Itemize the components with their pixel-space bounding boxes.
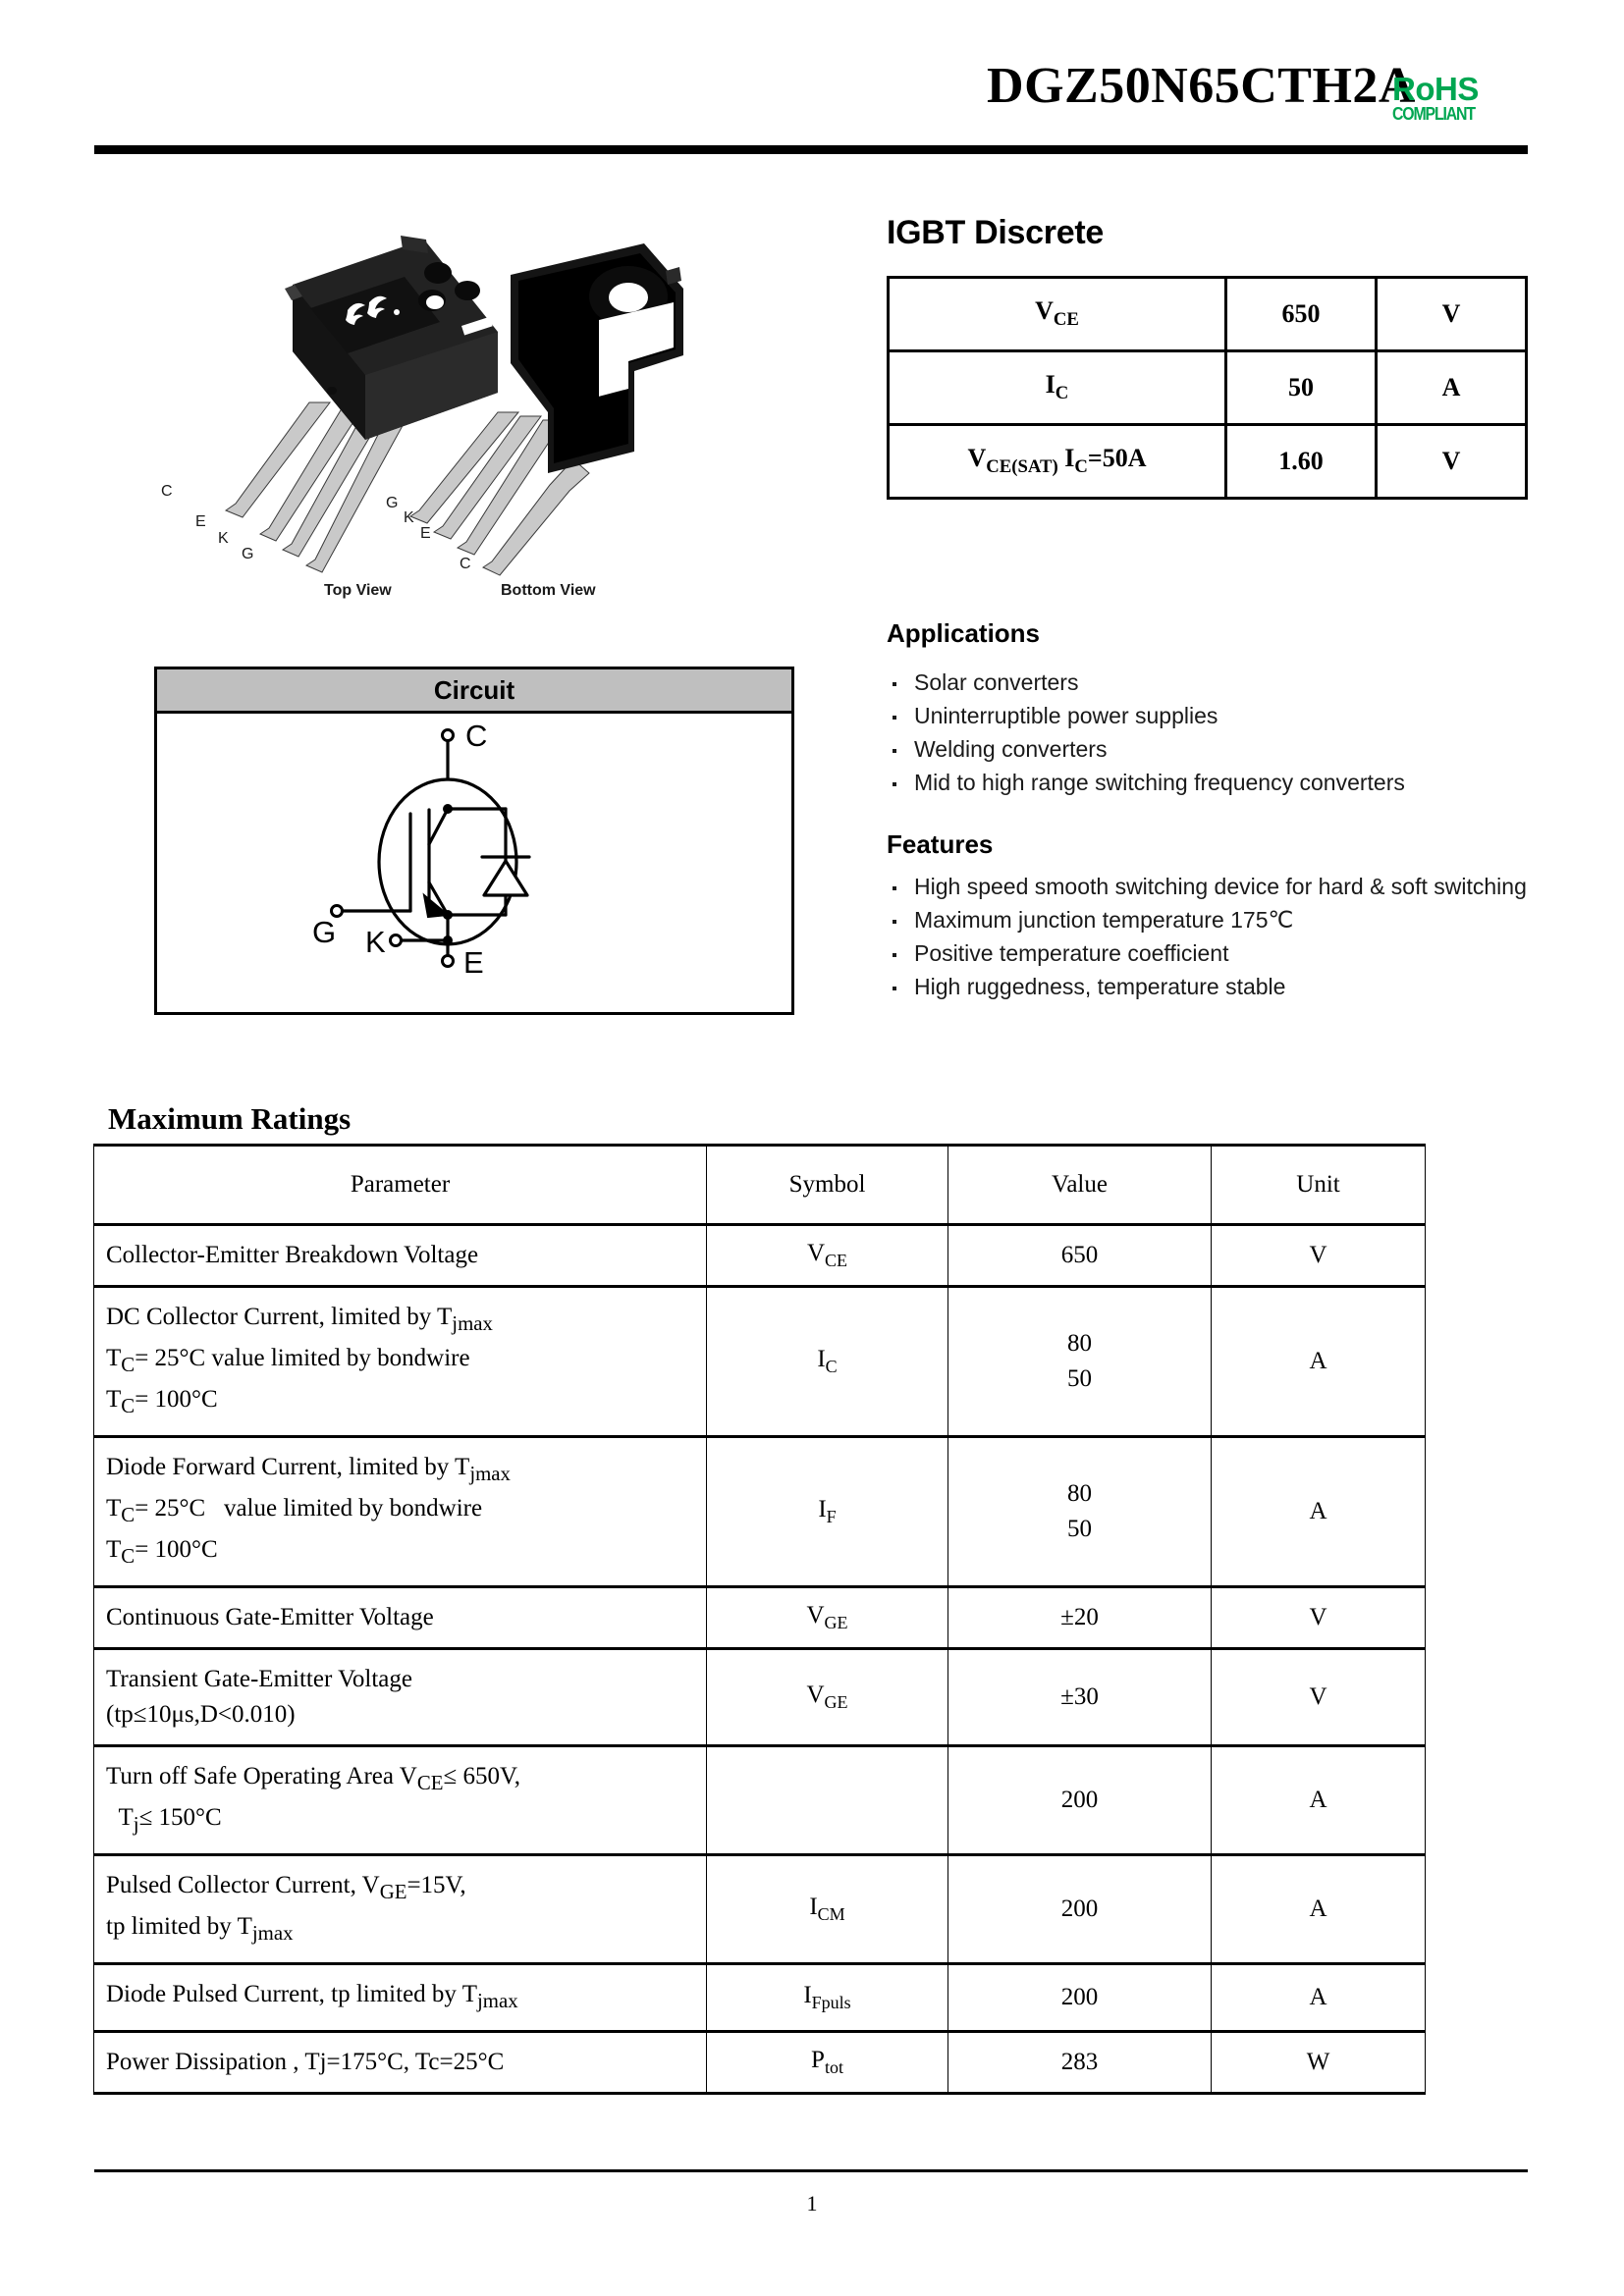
rohs-compliant-logo	[1392, 71, 1569, 125]
cell-symbol: $V_{CE}$	[707, 1225, 948, 1287]
list-item: Solar converters	[887, 666, 1554, 699]
top-view-pin-e: E	[195, 513, 206, 530]
cell-parameter: Diode Pulsed Current, tp limited by $T_{jmax}$	[94, 1964, 707, 2032]
circuit-label-gate: G	[312, 915, 337, 949]
part-number-title: DGZ50N65CTH2A	[987, 58, 1416, 114]
circuit-label-kelvin: K	[365, 925, 386, 959]
features-heading: Features	[887, 829, 994, 859]
spec-row-vce	[889, 278, 1527, 351]
bottom-view-pin-k: K	[404, 509, 414, 526]
spec-unit-vcesat: V	[1377, 425, 1527, 499]
spec-symbol-main: V	[967, 444, 987, 473]
list-item: Maximum junction temperature 175℃	[887, 903, 1554, 936]
applications-heading: Applications	[887, 618, 1041, 648]
cell-parameter: Diode Forward Current, limited by $T_{jmax}$ $T_C= 25^\circ C$ value limited by bondwire $T_C= 100^\circ C$	[94, 1437, 707, 1587]
cell-value: 200	[948, 1855, 1212, 1964]
table-row	[94, 1855, 1426, 1964]
table-row	[94, 2032, 1426, 2094]
column-header-unit: Unit	[1212, 1146, 1426, 1225]
table-row	[94, 1649, 1426, 1746]
column-header-value: Value	[948, 1146, 1212, 1225]
cell-value: 283	[948, 2032, 1212, 2094]
top-view-pin-g: G	[242, 546, 254, 562]
cell-symbol: $I_{CM}$	[707, 1855, 948, 1964]
spec-symbol-sub: CE(SAT)	[986, 456, 1058, 478]
cell-parameter: Pulsed Collector Current, $V_{GE}=15V$, tp limited by $T_{jmax}$	[94, 1855, 707, 1964]
circuit-panel-title: Circuit	[157, 669, 791, 714]
page-header	[0, 0, 1624, 172]
spec-symbol-main: V	[1035, 296, 1054, 326]
spec-symbol-vcesat	[889, 425, 1226, 499]
cell-unit: A	[1212, 1746, 1426, 1855]
cell-symbol: $P_{tot}$	[707, 2032, 948, 2094]
top-view-pin-c: C	[161, 483, 173, 500]
spec-symbol-extra: I	[1064, 444, 1075, 473]
table-row	[94, 1225, 1426, 1287]
circuit-label-collector: C	[465, 719, 488, 753]
maximum-ratings-heading: Maximum Ratings	[108, 1101, 352, 1136]
cell-unit: A	[1212, 1437, 1426, 1587]
cell-symbol	[707, 1746, 948, 1855]
cell-unit: W	[1212, 2032, 1426, 2094]
bottom-view-caption: Bottom View	[501, 582, 596, 599]
table-row	[94, 1587, 1426, 1649]
cell-unit: V	[1212, 1587, 1426, 1649]
page-number: 1	[806, 2191, 818, 2216]
bottom-view-pin-e: E	[420, 525, 431, 542]
header-divider	[94, 145, 1528, 154]
cell-symbol: $I_F$	[707, 1437, 948, 1587]
spec-value-vce: 650	[1226, 278, 1377, 351]
product-type-title: IGBT Discrete	[887, 214, 1104, 251]
package-outline-figure	[137, 226, 727, 618]
cell-symbol: $V_{GE}$	[707, 1649, 948, 1746]
maximum-ratings-body	[94, 1225, 1426, 2094]
applications-list	[887, 666, 1554, 799]
cell-value: 200	[948, 1964, 1212, 2032]
cell-parameter: Transient Gate-Emitter Voltage (tp≤10μs,D<0.010)	[94, 1649, 707, 1746]
cell-value: 80 50	[948, 1437, 1212, 1587]
spec-value-vcesat: 1.60	[1226, 425, 1377, 499]
circuit-diagram-panel	[154, 667, 794, 1015]
list-item: Uninterruptible power supplies	[887, 699, 1554, 732]
spec-row-vcesat	[889, 425, 1527, 499]
spec-unit-vce: V	[1377, 278, 1527, 351]
bottom-view-pin-c: C	[460, 556, 471, 572]
spec-unit-ic: A	[1377, 351, 1527, 425]
table-row	[94, 1437, 1426, 1587]
spec-symbol-extra-sub: C	[1074, 456, 1088, 478]
list-item: Positive temperature coefficient	[887, 936, 1554, 970]
spec-symbol-tail: =50A	[1087, 444, 1147, 473]
column-header-parameter: Parameter	[94, 1146, 707, 1225]
cell-parameter: DC Collector Current, limited by $T_{jmax}$ $T_C= 25^\circ C$ value limited by bondwire $T_C= 100^\circ C$	[94, 1287, 707, 1437]
table-row	[94, 1746, 1426, 1855]
cell-unit: V	[1212, 1225, 1426, 1287]
spec-symbol-vce	[889, 278, 1226, 351]
table-header-row	[94, 1146, 1426, 1225]
cell-value: ±20	[948, 1587, 1212, 1649]
spec-value-ic: 50	[1226, 351, 1377, 425]
cell-unit: A	[1212, 1964, 1426, 2032]
package-drawing-svg	[137, 226, 727, 618]
spec-symbol-sub: C	[1055, 383, 1069, 404]
list-item: High speed smooth switching device for hard & soft switching	[887, 870, 1554, 903]
spec-symbol-ic	[889, 351, 1226, 425]
key-specifications-table	[887, 276, 1528, 500]
list-item: Mid to high range switching frequency converters	[887, 766, 1554, 799]
cell-value: 80 50	[948, 1287, 1212, 1437]
spec-row-ic	[889, 351, 1527, 425]
bottom-view-pin-g: G	[386, 495, 399, 511]
list-item: Welding converters	[887, 732, 1554, 766]
cell-value: 650	[948, 1225, 1212, 1287]
cell-parameter: Turn off Safe Operating Area $V_{CE}\le 650V$, $T_j\le 150^\circ C$	[94, 1746, 707, 1855]
cell-value: 200	[948, 1746, 1212, 1855]
column-header-symbol: Symbol	[707, 1146, 948, 1225]
top-view-pin-k: K	[218, 530, 229, 547]
circuit-diagram-body	[157, 714, 791, 1015]
cell-unit: A	[1212, 1855, 1426, 1964]
table-row	[94, 1964, 1426, 2032]
cell-symbol: $I_{Fpuls}$	[707, 1964, 948, 2032]
list-item: High ruggedness, temperature stable	[887, 970, 1554, 1003]
top-view-caption: Top View	[324, 582, 392, 599]
maximum-ratings-table	[93, 1144, 1426, 2095]
cell-symbol: $V_{GE}$	[707, 1587, 948, 1649]
circuit-label-emitter: E	[463, 945, 484, 980]
cell-unit: V	[1212, 1649, 1426, 1746]
cell-parameter: Power Dissipation , Tj=175°C, Tc=25°C	[94, 2032, 707, 2094]
cell-parameter: Continuous Gate-Emitter Voltage	[94, 1587, 707, 1649]
footer-divider	[94, 2169, 1528, 2172]
cell-symbol: $I_C$	[707, 1287, 948, 1437]
spec-symbol-sub: CE	[1053, 309, 1079, 331]
cell-unit: A	[1212, 1287, 1426, 1437]
cell-value: ±30	[948, 1649, 1212, 1746]
features-list	[887, 870, 1554, 1003]
cell-parameter: Collector-Emitter Breakdown Voltage	[94, 1225, 707, 1287]
rohs-label: RoHS	[1392, 71, 1479, 107]
rohs-compliant-label: COMPLIANT	[1392, 104, 1475, 125]
table-row	[94, 1287, 1426, 1437]
spec-symbol-main: I	[1045, 370, 1056, 400]
